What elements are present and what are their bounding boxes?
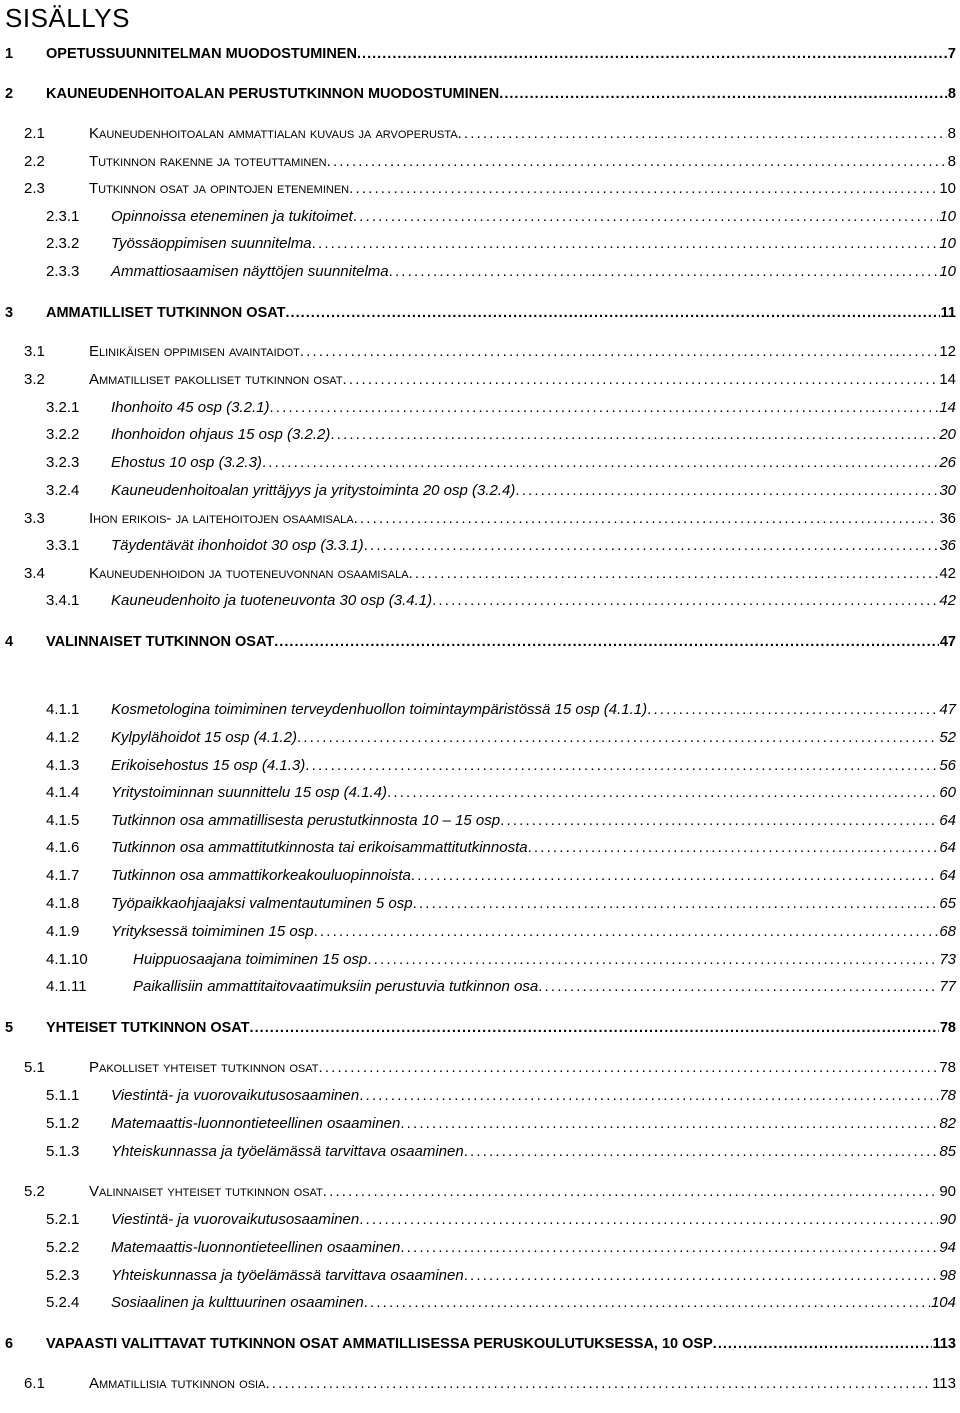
toc-entry-page: 73 [939, 951, 956, 968]
toc-entry-page: 82 [939, 1115, 956, 1132]
toc-entry-title: Pakolliset yhteiset tutkinnon osat [89, 1059, 319, 1076]
toc-entry-title: Viestintä- ja vuorovaikutusosaaminen [111, 1211, 360, 1228]
toc-entry-number: 2.3 [24, 180, 45, 197]
toc-entry-page: 42 [939, 565, 956, 582]
toc-entry-title: Yrityksessä toimiminen 15 osp [111, 923, 314, 940]
toc-dot-leader [327, 151, 947, 173]
toc-entry-title: YHTEISET TUTKINNON OSAT [46, 1020, 250, 1036]
toc-entry-line [111, 699, 956, 721]
toc-entry-line [111, 1292, 956, 1314]
toc-entry-line [111, 452, 956, 474]
toc-dot-leader [364, 1292, 930, 1314]
toc-entry[interactable] [0, 1057, 960, 1079]
toc-dot-leader [364, 535, 939, 557]
toc-entry[interactable] [0, 43, 960, 65]
toc-entry-title: Kosmetologina toimiminen terveydenhuollon toimintaympäristössä 15 osp (4.1.1) [111, 701, 648, 718]
toc-entry-page: 113 [932, 1375, 956, 1392]
toc-dot-leader [387, 782, 938, 804]
toc-entry-title: Kauneudenhoidon ja tuoteneuvonnan osaamisala [89, 565, 409, 582]
toc-dot-leader [330, 424, 938, 446]
toc-entry-page: 10 [939, 180, 956, 197]
toc-entry-page: 26 [939, 454, 956, 471]
toc-entry-line [111, 1237, 956, 1259]
toc-entry[interactable] [0, 233, 960, 255]
toc-entry-page: 20 [939, 426, 956, 443]
toc-entry-title: VALINNAISET TUTKINNON OSAT [46, 634, 275, 650]
toc-entry-line [111, 893, 956, 915]
toc-entry-line [89, 123, 956, 145]
toc-entry-line [111, 755, 956, 777]
toc-entry-line [111, 535, 956, 557]
toc-dot-leader [538, 976, 938, 998]
toc-dot-leader [300, 341, 938, 363]
toc-entry-line [89, 178, 956, 200]
toc-entry-page: 78 [939, 1087, 956, 1104]
toc-dot-leader [409, 563, 939, 585]
toc-entry-number: 2.1 [24, 125, 45, 142]
toc-entry-title: Opinnoissa eteneminen ja tukitoimet [111, 208, 353, 225]
toc-entry-title: AMMATILLISET TUTKINNON OSAT [46, 305, 286, 321]
toc-entry[interactable] [0, 535, 960, 557]
toc-dot-leader [367, 949, 938, 971]
toc-entry-title: Tutkinnon osa ammattitutkinnosta tai erikoisammattitutkinnosta [111, 839, 528, 856]
toc-dot-leader [314, 921, 939, 943]
toc-entry-page: 65 [939, 895, 956, 912]
toc-dot-leader [343, 369, 939, 391]
toc-dot-leader [389, 261, 939, 283]
toc-entry-number: 3.3.1 [46, 537, 80, 554]
toc-entry[interactable] [0, 369, 960, 391]
toc-entry[interactable] [0, 480, 960, 502]
toc-entry-number: 3.4 [24, 565, 45, 582]
toc-entry[interactable] [0, 727, 960, 749]
toc-entry-page: 94 [939, 1239, 956, 1256]
toc-entry-page: 14 [939, 399, 956, 416]
toc-dot-leader [274, 631, 939, 653]
toc-entry-title: Elinikäisen oppimisen avaintaidot [89, 343, 300, 360]
toc-entry-title: Tutkinnon osa ammatillisesta perustutkinnosta 10 – 15 osp [111, 812, 501, 829]
toc-entry-title: Ihonhoito 45 osp (3.2.1) [111, 399, 270, 416]
toc-entry-line [89, 508, 956, 530]
toc-entry-title: KAUNEUDENHOITOALAN PERUSTUTKINNON MUODOSTUMINEN [46, 86, 500, 102]
toc-entry-number: 5.1 [24, 1059, 45, 1076]
toc-entry-title: Työpaikkaohjaajaksi valmentautuminen 5 osp [111, 895, 413, 912]
toc-entry-number: 4.1.10 [46, 951, 88, 968]
toc-entry-title: Tutkinnon osa ammattikorkeakouluopinnoista [111, 867, 411, 884]
toc-entry-title: Ammattiosaamisen näyttöjen suunnitelma [111, 263, 389, 280]
toc-entry[interactable] [0, 1017, 960, 1039]
toc-dot-leader [353, 206, 939, 228]
toc-dot-leader [464, 1265, 939, 1287]
toc-entry-title: Kylpylähoidot 15 osp (4.1.2) [111, 729, 297, 746]
toc-dot-leader [269, 397, 938, 419]
toc-dot-leader [400, 1237, 938, 1259]
toc-dot-leader [357, 43, 947, 65]
toc-entry[interactable] [0, 893, 960, 915]
toc-entry[interactable] [0, 508, 960, 530]
toc-entry-title: Matemaattis-luonnontieteellinen osaaminen [111, 1239, 401, 1256]
toc-dot-leader [265, 1373, 931, 1395]
toc-entry[interactable] [0, 1209, 960, 1231]
toc-dot-leader [286, 302, 940, 324]
toc-entry-title: Erikoisehostus 15 osp (4.1.3) [111, 757, 306, 774]
toc-entry-title: Kauneudenhoitoalan ammattialan kuvaus ja arvoperusta [89, 125, 458, 142]
toc-entry-title: Valinnaiset yhteiset tutkinnon osat [89, 1183, 323, 1200]
toc-entry[interactable] [0, 631, 960, 653]
toc-entry-number: 3.2.2 [46, 426, 80, 443]
toc-entry[interactable] [0, 1237, 960, 1259]
toc-entry-line [111, 837, 956, 859]
toc-entry-page: 10 [939, 208, 956, 225]
toc-entry[interactable] [0, 837, 960, 859]
toc-entry-page: 8 [947, 153, 956, 170]
toc-entry-page: 14 [939, 371, 956, 388]
toc-dot-leader [458, 123, 947, 145]
toc-entry[interactable] [0, 261, 960, 283]
toc-entry-title: Yhteiskunnassa ja työelämässä tarvittava osaaminen [111, 1267, 464, 1284]
toc-entry[interactable] [0, 782, 960, 804]
toc-dot-leader [359, 1209, 938, 1231]
toc-entry-line [133, 949, 956, 971]
toc-entry-page: 7 [947, 46, 956, 62]
toc-entry-number: 4.1.1 [46, 701, 80, 718]
toc-entry-page: 78 [939, 1059, 956, 1076]
toc-entry-number: 4.1.5 [46, 812, 80, 829]
toc-entry[interactable] [0, 151, 960, 173]
toc-entry-page: 77 [939, 978, 956, 995]
toc-entry-page: 11 [940, 305, 956, 321]
toc-entry-number: 2.2 [24, 153, 45, 170]
toc-entry[interactable] [0, 206, 960, 228]
toc-entry-number: 2 [5, 86, 14, 102]
toc-entry[interactable] [0, 563, 960, 585]
toc-entry[interactable] [0, 1085, 960, 1107]
toc-dot-leader [432, 590, 938, 612]
toc-entry[interactable] [0, 178, 960, 200]
toc-entry[interactable] [0, 123, 960, 145]
toc-entry-number: 5.1.2 [46, 1115, 80, 1132]
toc-entry-line [89, 563, 956, 585]
toc-entry[interactable] [0, 1333, 960, 1355]
toc-entry-title: Ammatilliset pakolliset tutkinnon osat [89, 371, 343, 388]
toc-entry[interactable] [0, 1113, 960, 1135]
toc-entry-number: 3.3 [24, 510, 45, 527]
toc-dot-leader [297, 727, 938, 749]
toc-entry[interactable] [0, 1265, 960, 1287]
toc-entry-number: 5.1.3 [46, 1143, 80, 1160]
toc-entry[interactable] [0, 452, 960, 474]
toc-entry-number: 3.4.1 [46, 592, 80, 609]
toc-entry-line [111, 480, 956, 502]
toc-entry-number: 4.1.9 [46, 923, 80, 940]
toc-entry[interactable] [0, 397, 960, 419]
toc-entry-line [111, 233, 956, 255]
toc-entry-title: Ehostus 10 osp (3.2.3) [111, 454, 262, 471]
toc-entry-line [89, 1181, 956, 1203]
toc-entry-line [89, 151, 956, 173]
toc-dot-leader [464, 1141, 939, 1163]
toc-dot-leader [250, 1017, 939, 1039]
toc-entry-number: 5.2.2 [46, 1239, 80, 1256]
toc-entry-line [111, 1113, 956, 1135]
toc-entry[interactable] [0, 1292, 960, 1314]
toc-entry-number: 5.1.1 [46, 1087, 80, 1104]
toc-entry-line [111, 1085, 956, 1107]
toc-entry-line [89, 1057, 956, 1079]
toc-entry-page: 90 [939, 1183, 956, 1200]
toc-entry[interactable] [0, 590, 960, 612]
toc-entry-page: 8 [947, 125, 956, 142]
toc-entry[interactable] [0, 341, 960, 363]
toc-entry[interactable] [0, 810, 960, 832]
toc-entry-title: Huippuosaajana toimiminen 15 osp [133, 951, 368, 968]
toc-entry-page: 64 [939, 867, 956, 884]
toc-entry-line [111, 1141, 956, 1163]
toc-dot-leader [349, 178, 938, 200]
toc-entry-number: 5.2.3 [46, 1267, 80, 1284]
toc-dot-leader [312, 233, 939, 255]
toc-title: SISÄLLYS [5, 3, 130, 33]
toc-entry-line [111, 1265, 956, 1287]
toc-entry-line [111, 424, 956, 446]
toc-entry[interactable] [0, 699, 960, 721]
toc-entry-line [111, 865, 956, 887]
toc-entry-title: VAPAASTI VALITTAVAT TUTKINNON OSAT AMMATILLISESSA PERUSKOULUTUKSESSA, 10 OSP [46, 1336, 713, 1352]
toc-entry-line [111, 1209, 956, 1231]
toc-entry-line [46, 43, 956, 65]
toc-entry-page: 98 [939, 1267, 956, 1284]
toc-entry-line [111, 782, 956, 804]
toc-entry-title: Sosiaalinen ja kulttuurinen osaaminen [111, 1294, 364, 1311]
toc-entry-line [46, 1017, 956, 1039]
toc-entry-page: 78 [939, 1020, 956, 1036]
toc-entry-page: 10 [939, 263, 956, 280]
toc-entry[interactable] [0, 424, 960, 446]
toc-entry-line [46, 1333, 956, 1355]
toc-entry-line [111, 261, 956, 283]
toc-entry-number: 2.3.3 [46, 263, 80, 280]
toc-dot-leader [400, 1113, 938, 1135]
toc-entry-line [46, 302, 956, 324]
toc-dot-leader [305, 755, 938, 777]
toc-entry-number: 3.2.4 [46, 482, 80, 499]
toc-entry[interactable] [0, 302, 960, 324]
toc-entry-page: 113 [932, 1336, 956, 1352]
toc-dot-leader [359, 1085, 938, 1107]
toc-entry-line [111, 206, 956, 228]
toc-dot-leader [500, 810, 938, 832]
toc-entry-number: 6.1 [24, 1375, 45, 1392]
toc-entry[interactable] [0, 1141, 960, 1163]
toc-dot-leader [515, 480, 938, 502]
toc-entry[interactable] [0, 83, 960, 105]
toc-entry-number: 4.1.8 [46, 895, 80, 912]
toc-entry-page: 68 [939, 923, 956, 940]
toc-entry-number: 4.1.2 [46, 729, 80, 746]
toc-entry-title: Täydentävät ihonhoidot 30 osp (3.3.1) [111, 537, 364, 554]
toc-entry-title: Yhteiskunnassa ja työelämässä tarvittava osaaminen [111, 1143, 464, 1160]
toc-entry[interactable] [0, 921, 960, 943]
toc-entry[interactable] [0, 1373, 960, 1395]
toc-entry-number: 3 [5, 305, 14, 321]
toc-entry-title: Kauneudenhoitoalan yrittäjyys ja yritystoiminta 20 osp (3.2.4) [111, 482, 516, 499]
toc-entry-number: 4.1.3 [46, 757, 80, 774]
toc-entry-number: 4.1.6 [46, 839, 80, 856]
toc-entry[interactable] [0, 865, 960, 887]
toc-entry-title: Ihonhoidon ohjaus 15 osp (3.2.2) [111, 426, 331, 443]
toc-entry-line [111, 397, 956, 419]
toc-dot-leader [323, 1181, 939, 1203]
toc-entry-title: Kauneudenhoito ja tuoteneuvonta 30 osp (3.4.1) [111, 592, 433, 609]
toc-entry-number: 4.1.4 [46, 784, 80, 801]
toc-entry-number: 4.1.11 [46, 978, 87, 995]
toc-entry-number: 3.2.3 [46, 454, 80, 471]
toc-entry-page: 47 [939, 634, 956, 650]
toc-entry-page: 64 [939, 839, 956, 856]
toc-dot-leader [713, 1333, 932, 1355]
toc-entry-title: Tutkinnon rakenne ja toteuttaminen [89, 153, 327, 170]
toc-entry-number: 6 [5, 1336, 14, 1352]
toc-entry-number: 1 [5, 46, 14, 62]
toc-entry-line [89, 341, 956, 363]
toc-entry-line [111, 810, 956, 832]
toc-entry-title: Tutkinnon osat ja opintojen eteneminen [89, 180, 350, 197]
toc-entry-page: 90 [939, 1211, 956, 1228]
toc-entry-title: Viestintä- ja vuorovaikutusosaaminen [111, 1087, 360, 1104]
toc-entry-page: 8 [947, 86, 956, 102]
toc-entry-title: Työssäoppimisen suunnitelma [111, 235, 312, 252]
toc-entry-line [133, 976, 956, 998]
toc-entry-page: 47 [939, 701, 956, 718]
toc-dot-leader [354, 508, 939, 530]
toc-entry-title: Paikallisiin ammattitaitovaatimuksiin perustuvia tutkinnon osa [133, 978, 539, 995]
toc-dot-leader [528, 837, 939, 859]
toc-entry-title: Ihon erikois- ja laitehoitojen osaamisala [89, 510, 354, 527]
toc-entry[interactable] [0, 755, 960, 777]
toc-entry-number: 2.3.2 [46, 235, 80, 252]
toc-entry-line [89, 369, 956, 391]
toc-entry-line [111, 727, 956, 749]
toc-entry-page: 42 [939, 592, 956, 609]
toc-entry-title: Yritystoiminnan suunnittelu 15 osp (4.1.4) [111, 784, 387, 801]
toc-entry-page: 10 [939, 235, 956, 252]
toc-entry-number: 3.2.1 [46, 399, 80, 416]
toc-dot-leader [413, 893, 939, 915]
toc-entry-number: 3.2 [24, 371, 45, 388]
toc-entry-line [111, 921, 956, 943]
toc-entry-page: 52 [939, 729, 956, 746]
toc-entry-number: 5.2.1 [46, 1211, 80, 1228]
toc-entry-line [46, 631, 956, 653]
toc-entry-number: 2.3.1 [46, 208, 80, 225]
toc-entry-page: 36 [939, 510, 956, 527]
toc-dot-leader [499, 83, 947, 105]
toc-dot-leader [262, 452, 938, 474]
toc-entry-title: OPETUSSUUNNITELMAN MUODOSTUMINEN [46, 46, 357, 62]
toc-dot-leader [319, 1057, 939, 1079]
toc-dot-leader [411, 865, 938, 887]
toc-entry-line [46, 83, 956, 105]
toc-entry[interactable] [0, 976, 960, 998]
toc-entry-number: 4 [5, 634, 14, 650]
toc-entry-line [89, 1373, 956, 1395]
toc-entry-page: 64 [939, 812, 956, 829]
toc-entry-page: 85 [939, 1143, 956, 1160]
toc-entry-page: 60 [939, 784, 956, 801]
toc-entry-page: 12 [939, 343, 956, 360]
toc-entry-title: Matemaattis-luonnontieteellinen osaaminen [111, 1115, 401, 1132]
toc-entry-number: 3.1 [24, 343, 45, 360]
toc-entry-page: 36 [939, 537, 956, 554]
toc-entry-title: Ammatillisia tutkinnon osia [89, 1375, 266, 1392]
toc-entry[interactable] [0, 1181, 960, 1203]
toc-entry-number: 4.1.7 [46, 867, 80, 884]
toc-entry-page: 30 [939, 482, 956, 499]
toc-entry-number: 5.2.4 [46, 1294, 80, 1311]
toc-entry-page: 104 [930, 1294, 956, 1311]
toc-entry[interactable] [0, 949, 960, 971]
toc-entry-line [111, 590, 956, 612]
toc-entry-number: 5.2 [24, 1183, 45, 1200]
toc-entry-page: 56 [939, 757, 956, 774]
toc-entry-number: 5 [5, 1020, 14, 1036]
toc-dot-leader [647, 699, 938, 721]
